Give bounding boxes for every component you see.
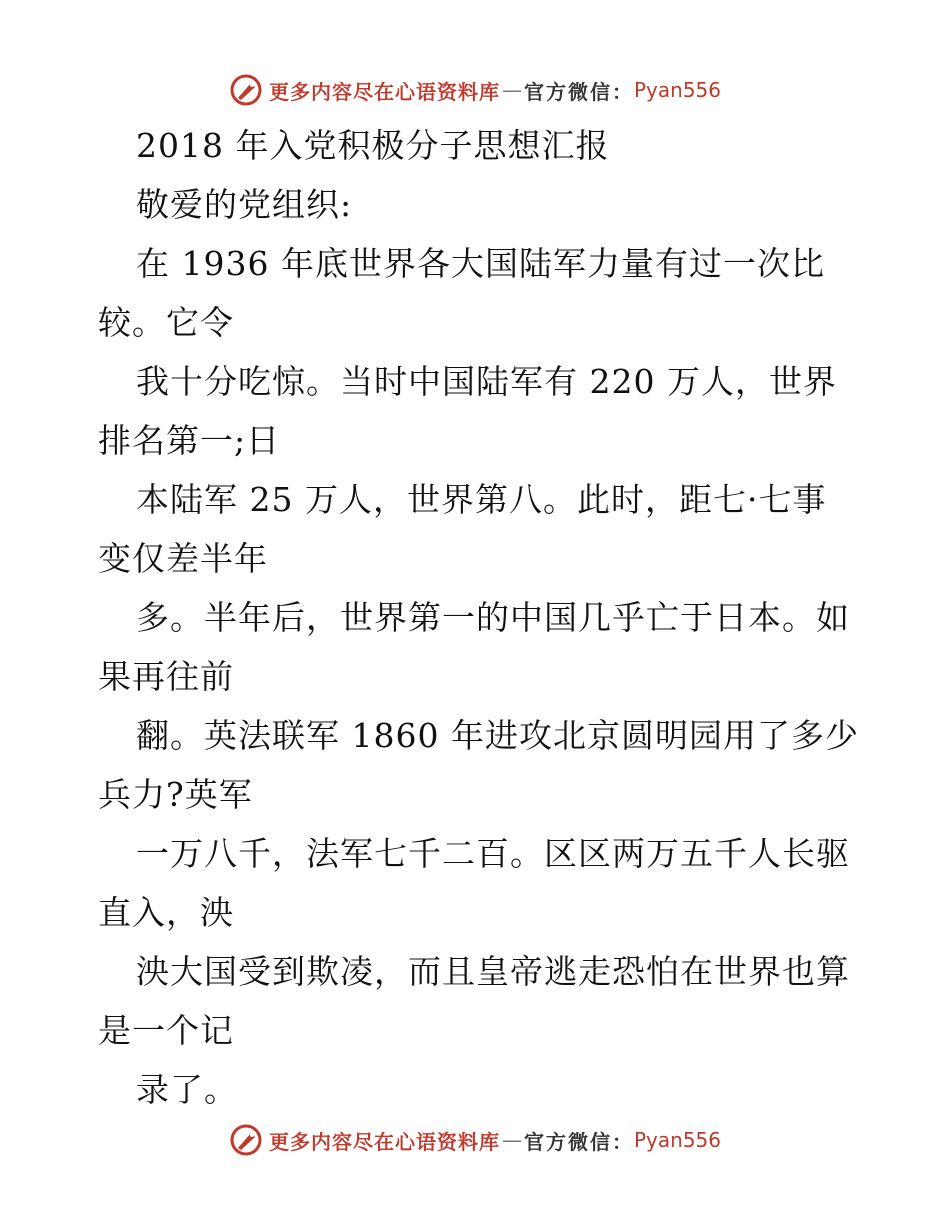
header-banner: [0, 70, 950, 110]
pen-nib-logo-icon: [229, 73, 263, 107]
text-line: 录了。: [136, 1070, 238, 1109]
text-line: 泱大国受到欺凌，而且皇帝逃走恐怕在世界也算: [136, 952, 850, 991]
text-line: 本陆军 25 万人，世界第八。此时，距七·七事: [136, 480, 827, 519]
text-line: 我十分吃惊。当时中国陆军有 220 万人，世界: [136, 362, 837, 401]
text-line: 在 1936 年底世界各大国陆军力量有过一次比: [136, 244, 825, 283]
banner-wechat-label: 官方微信：: [523, 79, 634, 104]
text-line: 直入，泱: [98, 893, 234, 932]
banner-separator: —: [501, 78, 522, 102]
text-line: 兵力?英军: [98, 775, 253, 814]
salutation: 敬爱的党组织:: [136, 185, 353, 224]
pen-nib-logo-icon: [229, 1123, 263, 1157]
text-line: 果再往前: [98, 657, 234, 696]
text-line: 是一个记: [98, 1011, 234, 1050]
banner-wechat-label: 官方微信：: [523, 1129, 634, 1154]
banner-text: 更多内容尽在心语资料库: [268, 79, 500, 104]
banner-wechat-id: Pyan556: [633, 1128, 721, 1152]
document-title: 2018 年入党积极分子思想汇报: [136, 126, 610, 165]
text-line: 多。半年后，世界第一的中国几乎亡于日本。如: [136, 598, 850, 637]
text-line: 翻。英法联军 1860 年进攻北京圆明园用了多少: [136, 716, 859, 755]
text-line: 一万八千，法军七千二百。区区两万五千人长驱: [136, 834, 850, 873]
text-line: 排名第一;日: [98, 421, 281, 460]
text-line: 较。它令: [98, 303, 234, 342]
banner-separator: —: [501, 1128, 522, 1152]
text-line: 变仅差半年: [98, 539, 268, 578]
banner-wechat-id: Pyan556: [633, 78, 721, 102]
footer-banner: [0, 1120, 950, 1160]
banner-text: 更多内容尽在心语资料库: [268, 1129, 500, 1154]
